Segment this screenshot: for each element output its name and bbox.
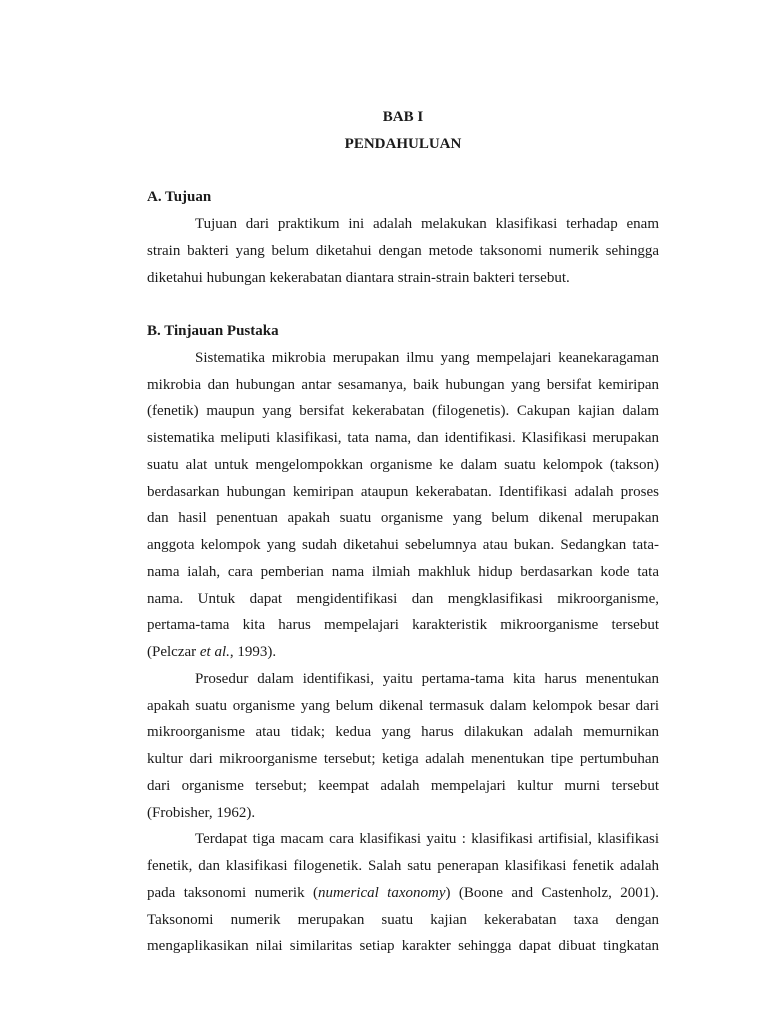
text-line — [147, 612, 659, 639]
text-segment: nama ialah, cara pemberian nama ilmiah makhluk hidup berdasarkan kode tata — [147, 563, 659, 580]
text-segment: diketahui hubungan kekerabatan diantara strain-strain bakteri tersebut. — [147, 269, 570, 286]
text-segment: dan hasil penentuan apakah suatu organisme yang belum dikenal merupakan — [147, 510, 659, 527]
text-segment: Prosedur dalam identifikasi, yaitu pertama-tama kita harus menentukan — [195, 670, 659, 687]
text-line — [147, 586, 659, 613]
text-segment: pada taksonomi numerik ( — [147, 884, 318, 901]
text-segment: strain bakteri yang belum diketahui dengan metode taksonomi numerik sehingga — [147, 242, 659, 259]
text-segment: Terdapat tiga macam cara klasifikasi yaitu : klasifikasi artifisial, klasifikasi — [195, 831, 659, 848]
page-body — [147, 104, 659, 960]
text-line — [147, 265, 659, 292]
text-line — [147, 532, 659, 559]
text-segment: fenetik, dan klasifikasi filogenetik. Salah satu penerapan klasifikasi fenetik adalah — [147, 858, 659, 874]
text-segment: mengaplikasikan nilai similaritas setiap karakter sehingga dapat dibuat tingkatan — [147, 938, 659, 955]
text-line — [147, 719, 659, 746]
chapter-label: BAB I — [382, 109, 424, 125]
paragraph — [147, 211, 659, 291]
text-segment: Sistematika mikrobia merupakan ilmu yang mempelajari keanekaragaman — [195, 349, 659, 366]
italic-text: et al. — [199, 644, 230, 660]
text-line — [147, 746, 659, 773]
text-line — [147, 505, 659, 532]
text-segment: pertama-tama kita harus mempelajari karakteristik mikroorganisme tersebut — [147, 617, 659, 634]
section — [147, 318, 659, 960]
section — [147, 184, 659, 291]
text-segment: (fenetik) maupun yang bersifat kekerabatan (filogenetis). Cakupan kajian dalam — [147, 403, 659, 420]
text-segment: mikrobia dan hubungan antar sesamanya, baik hubungan yang bersifat kemiripan — [147, 376, 659, 393]
text-line — [147, 559, 659, 586]
text-line — [147, 345, 659, 372]
text-line — [147, 800, 659, 827]
text-segment: (Pelczar — [147, 644, 200, 660]
text-segment: anggota kelompok yang sudah diketahui sebelumnya atau bukan. Sedangkan tata- — [147, 537, 659, 553]
text-line — [147, 853, 659, 880]
text-segment: suatu alat untuk mengelompokkan organisme ke dalam suatu kelompok (takson) — [147, 456, 659, 473]
text-line — [147, 372, 659, 399]
text-line — [147, 639, 659, 666]
text-line — [147, 238, 659, 265]
text-line — [147, 773, 659, 800]
text-line — [147, 907, 659, 934]
text-segment: berdasarkan hubungan kemiripan ataupun kekerabatan. Identifikasi adalah proses — [147, 483, 659, 500]
text-segment: ) (Boone and Castenholz, 2001). — [445, 884, 660, 901]
text-line — [147, 398, 659, 425]
chapter-title: PENDAHULUAN — [344, 135, 462, 152]
paragraph — [147, 826, 659, 960]
sections-container — [147, 184, 659, 960]
text-segment: apakah suatu organisme yang belum dikenal termasuk dalam kelompok besar dari — [147, 697, 659, 714]
text-segment: mikroorganisme atau tidak; kedua yang harus dilakukan adalah memurnikan — [147, 724, 659, 741]
text-segment: (Frobisher, 1962). — [147, 804, 256, 821]
text-segment: Tujuan dari praktikum ini adalah melakukan klasifikasi terhadap enam — [195, 216, 659, 232]
text-segment: kultur dari mikroorganisme tersebut; ketiga adalah menentukan tipe pertumbuhan — [147, 751, 659, 767]
paragraph — [147, 666, 659, 827]
section-heading: A. Tujuan — [147, 189, 212, 206]
text-line — [147, 826, 659, 853]
text-line — [147, 693, 659, 720]
section-heading: B. Tinjauan Pustaka — [147, 323, 279, 339]
text-segment: Taksonomi numerik merupakan suatu kajian kekerabatan taxa dengan — [147, 911, 659, 928]
text-line — [147, 452, 659, 479]
text-line — [147, 479, 659, 506]
text-line — [147, 880, 659, 907]
text-line — [147, 666, 659, 693]
text-line — [147, 211, 659, 238]
text-segment: sistematika meliputi klasifikasi, tata nama, dan identifikasi. Klasifikasi merupakan — [147, 430, 659, 446]
text-segment: dari organisme tersebut; keempat adalah mempelajari kultur murni tersebut — [147, 777, 659, 794]
text-segment: , 1993). — [229, 644, 277, 660]
italic-text: numerical taxonomy — [317, 884, 446, 901]
text-line — [147, 933, 659, 960]
text-segment: nama. Untuk dapat mengidentifikasi dan mengklasifikasi mikroorganisme, — [147, 590, 659, 607]
text-line — [147, 425, 659, 452]
paragraph — [147, 345, 659, 666]
